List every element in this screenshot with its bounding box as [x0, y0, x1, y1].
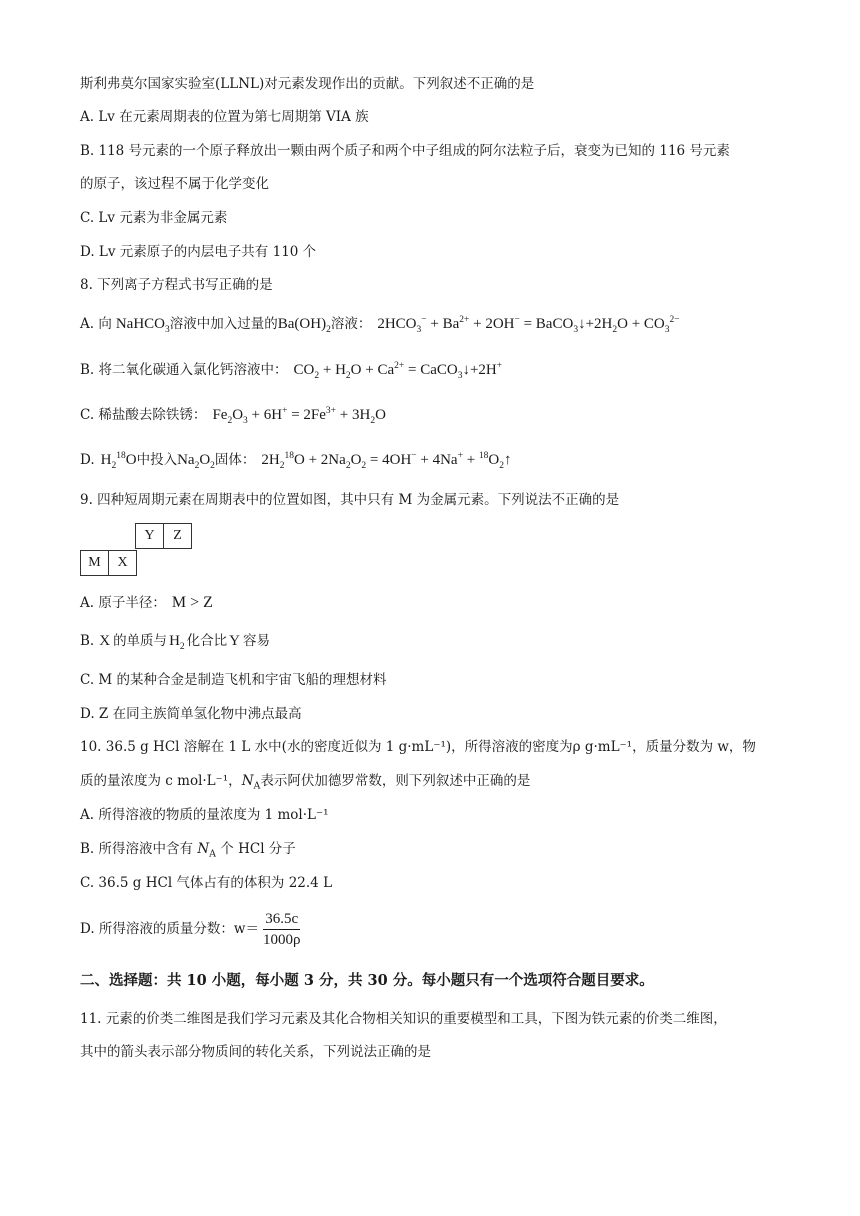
q8-a-baoh2: $Ba(OH)_2$ [277, 316, 331, 335]
q9-b-x: X [99, 633, 111, 649]
q10-b-post: 个 HCl 分子 [220, 841, 296, 857]
q8-c-text: C. 稀盐酸去除铁锈： [80, 407, 207, 423]
q10-b-na-subscript: A [209, 848, 216, 860]
q7-intro-tail: 斯利弗莫尔国家实验室(LLNL)对元素发现作出的贡献。下列叙述不正确的是 [80, 76, 535, 92]
q10-stem-line1: 10. 36.5 g HCl 溶解在 1 L 水中(水的密度近似为 1 g·mL⁻¹)，所得溶液的密度为ρ g·mL⁻¹，质量分数为 w，物 [80, 739, 756, 755]
q8-d-text2: 中投入 [136, 452, 178, 468]
cell-y: Y [136, 524, 164, 549]
q8-b-text: B. 将二氧化碳通入氯化钙溶液中： [80, 362, 288, 378]
q8-option-b [80, 361, 502, 379]
q8-a-text3: 溶液： [330, 316, 372, 332]
q8-d-text1: D. [80, 452, 95, 468]
cell-x: X [109, 551, 137, 576]
q10-na-subscript: A [253, 780, 261, 792]
q9-option-c: C. M 的某种合金是制造飞机和宇宙飞船的理想材料 [80, 672, 387, 688]
q9-a-equation: M > Z [171, 594, 213, 611]
q10-stem-line2 [80, 772, 530, 790]
q8-option-a [80, 315, 680, 333]
q9-option-b [80, 632, 270, 650]
q10-d-numerator: 36.5c [263, 910, 300, 930]
q7-option-a: A. Lv 在元素周期表的位置为第七周期第 VIA 族 [80, 109, 369, 125]
q8-a-equation: $2HCO_3^- + Ba^{2+} + 2OH^-$ = $BaCO_3↓+2H_2O + CO_3^{2-}$ [377, 315, 680, 335]
q9-b-text2: 的单质与 [113, 633, 168, 649]
q9-b-text3: 化合比 [186, 633, 228, 649]
q8-a-nahco3: NaHCO$_3$ [115, 316, 170, 335]
q8-d-na2o2: $Na_2O_2$ [177, 452, 215, 471]
q10-option-b [80, 840, 296, 858]
q10-d-text: D. 所得溶液的质量分数：w＝ [80, 921, 259, 937]
q10-b-pre: B. 所得溶液中含有 [80, 841, 194, 857]
q9-b-h2: $H_2$ [169, 633, 185, 652]
q9-b-text4: 容易 [243, 633, 270, 649]
q9-option-d: D. Z 在同主族简单氢化物中沸点最高 [80, 706, 302, 722]
q10-d-denominator: 1000ρ [262, 932, 301, 948]
q7-option-c: C. Lv 元素为非金属元素 [80, 210, 228, 226]
section2-heading: 二、选择题：共 10 小题，每小题 3 分，共 30 分。每小题只有一个选项符合题目要求。 [80, 972, 654, 989]
q10-option-a: A. 所得溶液的物质的量浓度为 1 mol·L⁻¹ [80, 807, 329, 823]
q10-b-na-symbol: N [197, 841, 210, 857]
q7-option-d: D. Lv 元素原子的内层电子共有 110 个 [80, 244, 317, 260]
q8-a-text2: 溶液中加入过量的 [169, 316, 278, 332]
q9-a-text: A. 原子半径： [80, 595, 166, 611]
q9-b-y: Y [229, 633, 240, 649]
q10-d-fraction [261, 910, 303, 949]
q10-line2-post: 表示阿伏加德罗常数，则下列叙述中正确的是 [260, 773, 531, 789]
q7-option-b-line1: B. 118 号元素的一个原子释放出一颗由两个质子和两个中子组成的阿尔法粒子后，衰变为已知的 116 号元素 [80, 143, 730, 159]
q11-stem-line2: 其中的箭头表示部分物质间的转化关系，下列说法正确的是 [80, 1044, 431, 1060]
q9-option-a [80, 594, 213, 612]
q10-na-symbol: N [241, 773, 254, 789]
q10-option-c: C. 36.5 g HCl 气体占有的体积为 22.4 L [80, 875, 333, 891]
cell-m: M [81, 551, 109, 576]
q8-d-equation: $2H_2^{18}O + 2Na_2O_2 = 4OH^- + 4Na^+$ + $^{18}O_2↑$ [261, 451, 512, 471]
q10-option-d [80, 909, 302, 949]
q9-stem: 9. 四种短周期元素在周期表中的位置如图，其中只有 M 为金属元素。下列说法不正确的是 [80, 492, 620, 508]
q8-b-equation: $CO_2 + H_2O + Ca^{2+}$ = CaCO$_3$↓+2H+ [293, 361, 503, 381]
q8-stem: 8. 下列离子方程式书写正确的是 [80, 277, 273, 293]
q9-b-text1: B. [80, 633, 95, 649]
q11-stem-line1: 11. 元素的价类二维图是我们学习元素及其化合物相关知识的重要模型和工具，下图为铁元素的价类二维图， [80, 1011, 727, 1027]
periodic-grid-row1 [135, 523, 192, 549]
q7-option-b-line2: 的原子，该过程不属于化学变化 [80, 176, 269, 192]
cell-z: Z [164, 524, 192, 549]
q8-option-d [80, 451, 512, 469]
q8-option-c [80, 406, 386, 424]
q8-d-text3: 固体： [214, 452, 256, 468]
q8-d-h2o18: $H_2^{18}O$ [100, 451, 137, 471]
q8-a-text1: A. 向 [80, 316, 112, 332]
q8-c-equation: $Fe_2O_3 + 6H^+ = 2Fe^{3+} + 3H_2O$ [212, 406, 386, 426]
periodic-grid-row2 [80, 550, 137, 576]
q10-line2-pre: 质的量浓度为 c mol·L⁻¹， [80, 773, 242, 789]
